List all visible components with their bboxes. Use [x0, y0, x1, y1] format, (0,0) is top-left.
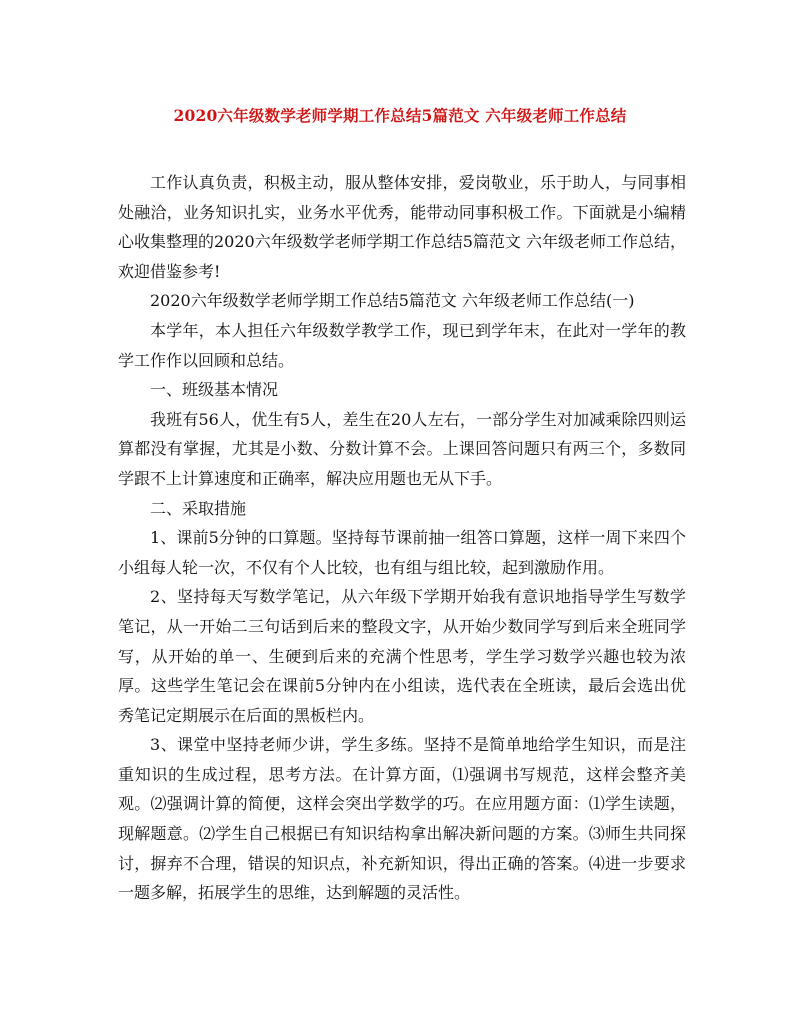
paragraph-intro: 工作认真负责，积极主动，服从整体安排，爱岗敬业，乐于助人，与同事相处融洽，业务知识扎实，业务水平优秀，能带动同事积极工作。下面就是小编精心收集整理的2020六年级数学老师学期工作总结5篇范文 六年级老师工作总结，欢迎借鉴参考! — [118, 173, 686, 281]
document-title: 2020六年级数学老师学期工作总结5篇范文 六年级老师工作总结 — [173, 106, 627, 125]
paragraph-class-info: 我班有56人，优生有5人，差生在20人左右，一部分学生对加减乘除四则运算都没有掌握，尤其是小数、分数计算不会。上课回答问题只有两三个，多数同学跟不上计算速度和正确率，解决应用题也无从下手。 — [118, 409, 686, 488]
paragraph-measure-2: 2、坚持每天写数学笔记，从六年级下学期开始我有意识地指导学生写数学笔记，从一开始二三句话到后来的整段文字，从开始少数同学写到后来全班同学写，从开始的单一、生硬到后来的充满个性思考，学生学习数学兴趣也较为浓厚。这些学生笔记会在课前5分钟内在小组读，选代表在全班读，最后会选出优秀笔记定期展示在后面的黑板栏内。 — [118, 587, 686, 725]
paragraph-overview: 本学年，本人担任六年级数学教学工作，现已到学年末，在此对一学年的教学工作作以回顾和总结。 — [118, 320, 686, 370]
paragraph-measure-1: 1、课前5分钟的口算题。坚持每节课前抽一组答口算题，这样一周下来四个小组每人轮一次，不仅有个人比较，也有组与组比较，起到激励作用。 — [118, 528, 686, 577]
document-body — [118, 168, 686, 908]
paragraph-heading-class-info: 一、班级基本情况 — [150, 380, 279, 400]
paragraph-measure-3: 3、课堂中坚持老师少讲，学生多练。坚持不是简单地给学生知识，而是注重知识的生成过程，思考方法。在计算方面，⑴强调书写规范，这样会整齐美观。⑵强调计算的简便，这样会突出学数学的巧。在应用题方面：⑴学生读题，现解题意。⑵学生自己根据已有知识结构拿出解决新问题的方案。⑶师生共同探讨，摒弃不合理，错误的知识点，补充新知识，得出正确的答案。⑷进一步要求一题多解，拓展学生的思维，达到解题的灵活性。 — [118, 735, 686, 903]
paragraph-heading-measures: 二、采取措施 — [150, 498, 247, 518]
paragraph-section-heading: 2020六年级数学老师学期工作总结5篇范文 六年级老师工作总结(一) — [150, 291, 635, 311]
